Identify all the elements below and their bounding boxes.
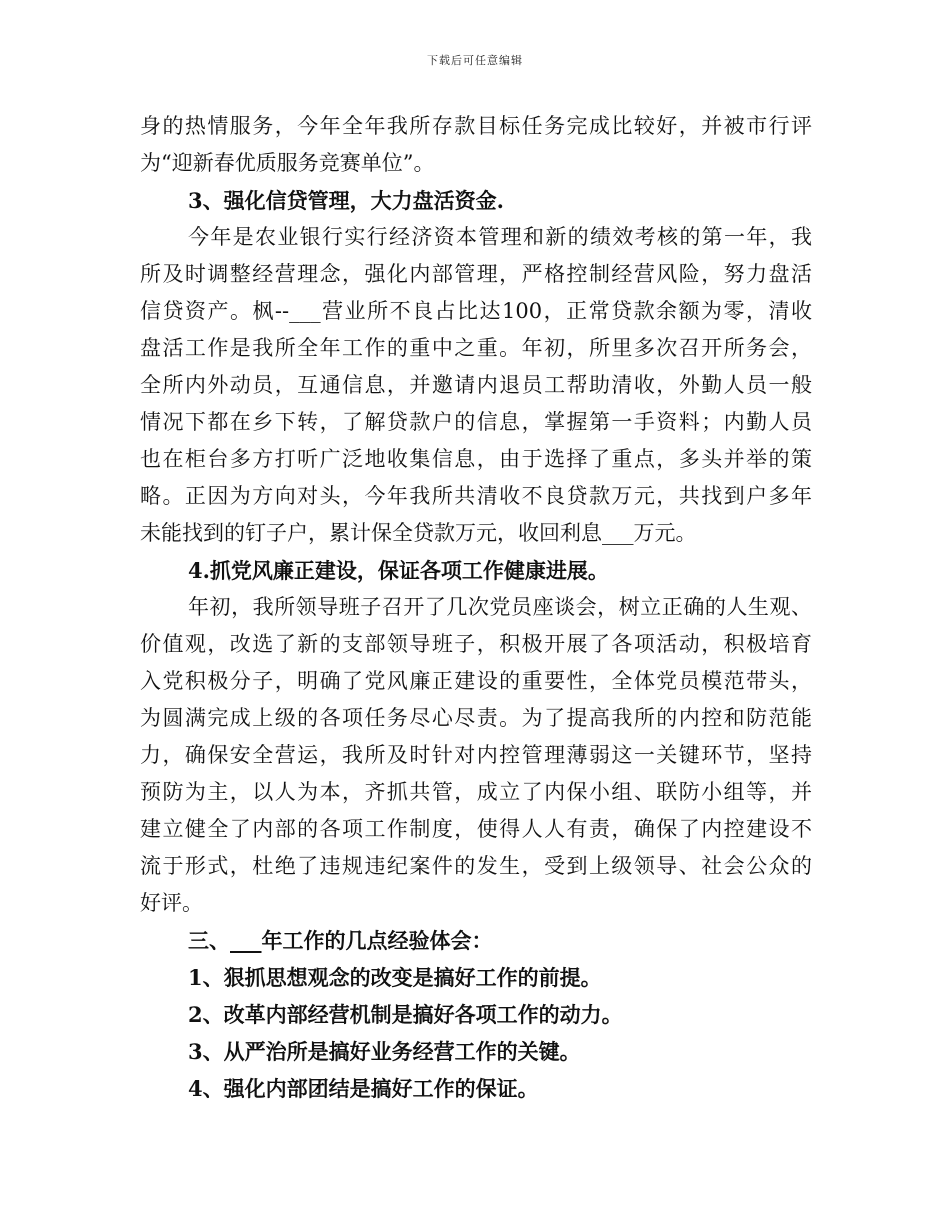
text-line: 预防为主，以人为本，齐抓共管，成立了内保小组、联防小组等，并 <box>140 780 812 804</box>
text-line: 情况下都在乡下转，了解贷款户的信息，掌握第一手资料；内勤人员 <box>140 410 812 434</box>
text-line: 也在柜台多方打听广泛地收集信息，由于选择了重点，多头并举的策 <box>140 447 812 471</box>
list-item: 1、狠抓思想观念的改变是搞好工作的前提。 <box>188 965 602 990</box>
text-line: 建立健全了内部的各项工作制度，使得人人有责，确保了内控建设不 <box>140 817 812 841</box>
section-heading: 3、强化信贷管理，大力盘活资金. <box>188 188 504 213</box>
text-line: 略。正因为方向对头，今年我所共清收不良贷款万元，共找到户多年 <box>140 484 812 508</box>
text-line: 力，确保安全营运，我所及时针对内控管理薄弱这一关键环节，坚持 <box>140 743 812 767</box>
document-body <box>140 108 812 1107</box>
text-line: 所及时调整经营理念，强化内部管理，严格控制经营风险，努力盘活 <box>140 262 812 286</box>
text-line: 身的热情服务，今年全年我所存款目标任务完成比较好，并被市行评 <box>140 114 812 138</box>
text-line: 为“迎新春优质服务竞赛单位”。 <box>140 151 435 175</box>
section-heading: 4.抓党风廉正建设，保证各项工作健康进展。 <box>188 558 609 583</box>
list-item: 3、从严治所是搞好业务经营工作的关键。 <box>188 1039 581 1064</box>
text-line: 未能找到的钉子户，累计保全贷款万元，收回利息___万元。 <box>140 521 697 545</box>
page-header-note: 下载后可任意编辑 <box>427 54 523 67</box>
text-line: 全所内外动员，互通信息，并邀请内退员工帮助清收，外勤人员一般 <box>140 373 812 397</box>
text-line: 盘活工作是我所全年工作的重中之重。年初，所里多次召开所务会， <box>140 336 812 360</box>
text-line: 今年是农业银行实行经济资本管理和新的绩效考核的第一年，我 <box>188 225 812 249</box>
text-line: 流于形式，杜绝了违规违纪案件的发生，受到上级领导、社会公众的 <box>140 854 812 878</box>
list-item: 2、改革内部经营机制是搞好各项工作的动力。 <box>188 1002 623 1027</box>
section-heading: 三、___年工作的几点经验体会： <box>188 928 493 953</box>
text-line: 入党积极分子，明确了党风廉正建设的重要性，全体党员模范带头， <box>140 669 812 693</box>
text-line: 年初，我所领导班子召开了几次党员座谈会，树立正确的人生观、 <box>188 595 812 619</box>
text-line: 价值观，改选了新的支部领导班子，积极开展了各项活动，积极培育 <box>140 632 812 656</box>
text-line: 好评。 <box>140 891 203 915</box>
text-line: 为圆满完成上级的各项任务尽心尽责。为了提高我所的内控和防范能 <box>140 706 812 730</box>
text-line: 信贷资产。枫--___营业所不良占比达100，正常贷款余额为零，清收 <box>140 299 812 323</box>
list-item: 4、强化内部团结是搞好工作的保证。 <box>188 1076 539 1101</box>
